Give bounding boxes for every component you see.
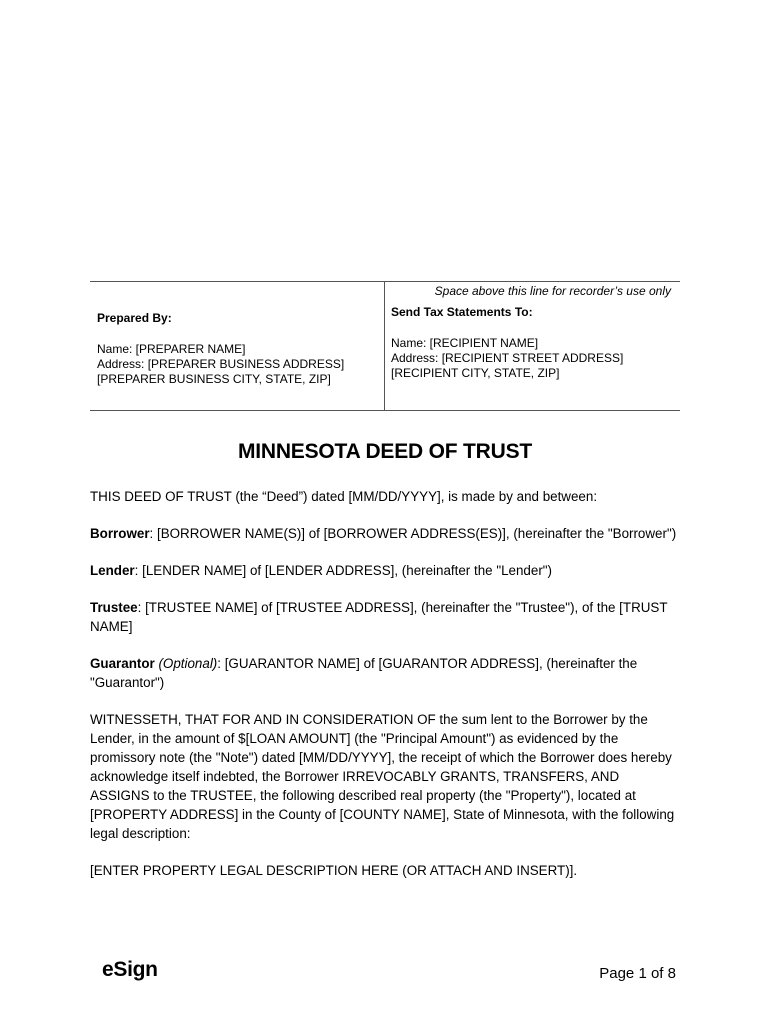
page-of: of: [650, 965, 664, 982]
prepared-by-section: [97, 311, 344, 387]
prepared-by-heading: Prepared By:: [97, 311, 172, 325]
document-title: MINNESOTA DEED OF TRUST: [237, 440, 533, 463]
witnesseth-paragraph: WITNESSETH, THAT FOR AND IN CONSIDERATION OF the sum lent to the Borrower by the Lender, in the amount of $[LOAN AMOUNT] (the "Principal Amount") as evidenced by the promissory note (the "Note") dated [MM/DD/YYYY], the receipt of which the Borrower does hereby acknowledge itself indebted, the Borrower IRREVOCABLY GRANTS, TRANSFERS, AND ASSIGNS to the TRUSTEE, the following described real property (the "Property"), located at [PROPERTY ADDRESS] in the County of [COUNTY NAME], State of Minnesota, with the following legal description:: [90, 712, 675, 841]
esign-logo: eSign: [102, 958, 158, 981]
recipient-address: Address: [RECIPIENT STREET ADDRESS]: [391, 351, 624, 365]
legal-description-paragraph: [ENTER PROPERTY LEGAL DESCRIPTION HERE (OR ATTACH AND INSERT)].: [90, 863, 578, 878]
guarantor-paragraph: [90, 654, 680, 692]
borrower-label: Borrower: [90, 526, 150, 541]
preparer-name: Name: [PREPARER NAME]: [97, 342, 246, 356]
preparer-address: Address: [PREPARER BUSINESS ADDRESS]: [97, 357, 345, 371]
recipient-name: Name: [RECIPIENT NAME]: [391, 336, 539, 350]
guarantor-optional-note: (Optional): [158, 656, 218, 671]
page-label: Page: [599, 965, 635, 982]
trustee-paragraph: [90, 598, 680, 636]
trustee-text: : [TRUSTEE NAME] of [TRUSTEE ADDRESS], (hereinafter the "Trustee"), of the [TRUST NAME]: [90, 600, 668, 634]
trustee-label: Trustee: [90, 600, 138, 615]
page-total: 8: [667, 965, 676, 982]
recorder-box-divider: [384, 282, 385, 410]
lender-text: : [LENDER NAME] of [LENDER ADDRESS], (hereinafter the "Lender"): [134, 563, 552, 578]
send-tax-heading: Send Tax Statements To:: [391, 305, 533, 319]
recorder-box: [90, 281, 680, 411]
preparer-city: [PREPARER BUSINESS CITY, STATE, ZIP]: [97, 372, 331, 386]
recorder-note: Space above this line for recorder’s use only: [434, 284, 671, 298]
recipient-city: [RECIPIENT CITY, STATE, ZIP]: [391, 366, 560, 380]
borrower-paragraph: [90, 524, 680, 543]
lender-paragraph: [90, 561, 680, 580]
page-current: 1: [638, 965, 647, 982]
guarantor-text: : [GUARANTOR NAME] of [GUARANTOR ADDRESS], (hereinafter the "Guarantor"): [90, 656, 638, 690]
borrower-text: : [BORROWER NAME(S)] of [BORROWER ADDRESS(ES)], (hereinafter the "Borrower"): [149, 526, 677, 541]
intro-paragraph: THIS DEED OF TRUST (the “Deed”) dated [MM/DD/YYYY], is made by and between:: [90, 489, 598, 504]
send-tax-section: [391, 305, 623, 381]
page-number: [599, 965, 676, 982]
document-body: [90, 487, 680, 898]
lender-label: Lender: [90, 563, 135, 578]
guarantor-label: Guarantor: [90, 656, 155, 671]
